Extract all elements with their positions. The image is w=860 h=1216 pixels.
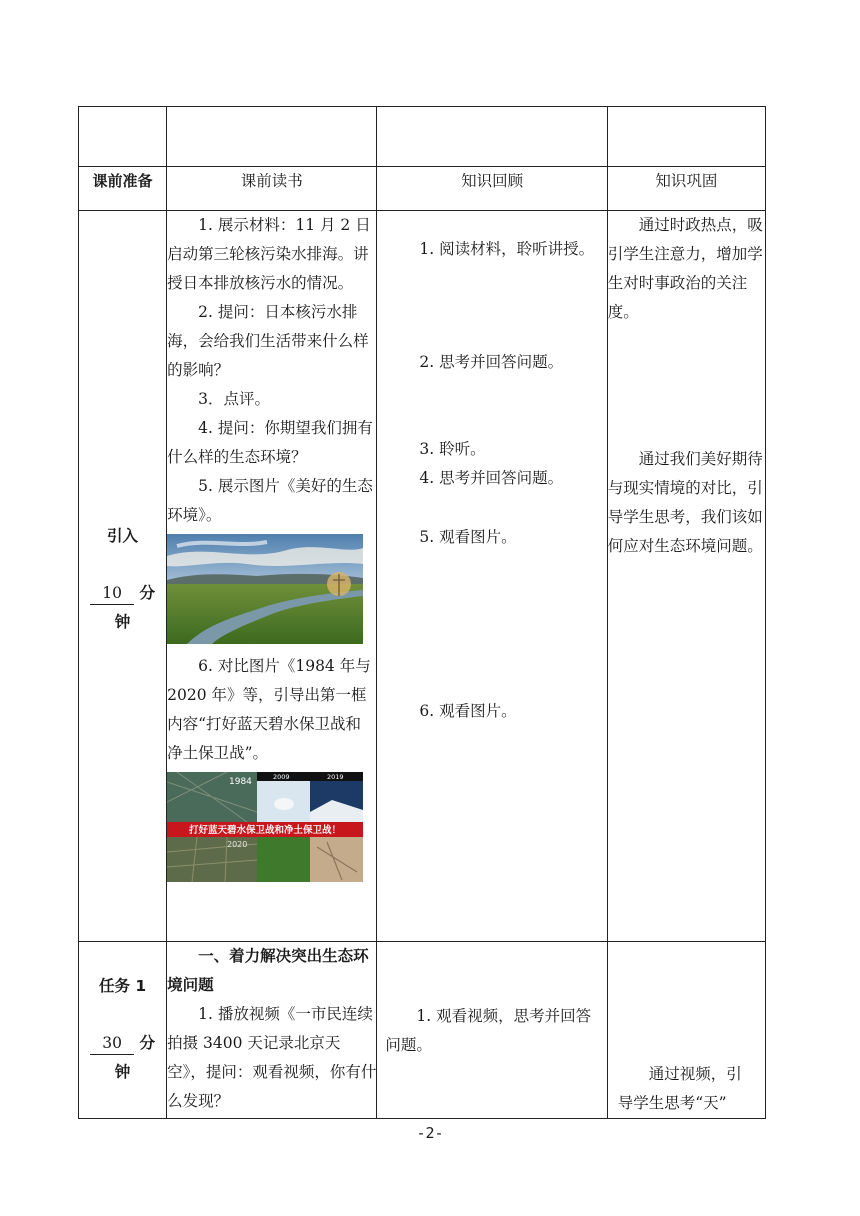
header-design: 知识巩固 [607,167,765,211]
intro-teacher-step: 6. 对比图片《1984 年与 2020 年》等，引导出第一框内容“打好蓝天碧水保卫战和净土保卫战”。 [167,657,371,762]
intro-row [79,211,766,942]
intro-student-step: 2. 思考并回答问题。 [419,353,564,371]
intro-teacher-step: 4. 提问：你期望我们拥有什么样的生态环境？ [167,419,373,466]
landscape-photo [167,534,363,644]
intro-student-step: 4. 思考并回答问题。 [419,469,564,487]
intro-stage-cell [79,211,167,942]
task1-minutes: 30 [90,1032,134,1055]
task1-unit-a: 分 [139,1034,156,1052]
task1-design-text: 通过视频，引导学生思考“天” [617,1065,742,1112]
task1-design-cell [607,942,765,1119]
blank-cell [377,107,607,167]
blank-cell [79,107,167,167]
comparison-collage [167,772,363,882]
blank-cell [607,107,765,167]
intro-minutes: 10 [90,582,134,605]
task1-duration [79,1029,166,1058]
intro-student-step: 1. 阅读材料，聆听讲授。 [419,240,595,258]
task1-heading: 一、着力解决突出生态环境问题 [167,947,369,994]
intro-teacher-step: 1. 展示材料：11 月 2 日启动第三轮核污染水排海。讲授日本排放核污水的情况。 [167,216,371,292]
page-number: -2- [416,1124,444,1142]
intro-student-step: 5. 观看图片。 [419,528,517,546]
intro-design-text-2: 通过我们美好期待与现实情境的对比，引导学生思考，我们该如何应对生态环境问题。 [607,450,763,555]
header-student: 知识回顾 [377,167,607,211]
intro-design-text: 通过时政热点，吸引学生注意力，增加学生对时事政治的关注度。 [607,216,763,321]
task1-unit-b: 钟 [114,1063,131,1081]
intro-duration [79,579,166,608]
intro-teacher-step: 5. 展示图片《美好的生态环境》。 [167,477,373,524]
collage-year-1984: 1984 [229,777,253,787]
intro-student-cell [377,211,607,942]
intro-student-step: 6. 观看图片。 [419,702,517,720]
intro-unit-b: 钟 [114,613,131,631]
blank-cell [167,107,377,167]
intro-teacher-step: 3．点评。 [198,390,270,408]
intro-unit-a: 分 [139,584,156,602]
collage-year-2009: 2009 [273,773,290,781]
task1-student-cell [377,942,607,1119]
header-row [79,167,766,211]
task1-student-step: 1. 观看视频，思考并回答问题。 [385,1007,592,1054]
task1-stage-name: 任务 1 [98,977,147,995]
collage-banner: 打好蓝天碧水保卫战和净土保卫战！ [189,825,342,836]
intro-student-step: 3. 聆听。 [419,440,486,458]
blank-top-row [79,107,766,167]
intro-stage-name: 引入 [107,527,139,545]
lesson-plan-table [78,106,766,1119]
task1-row [79,942,766,1119]
intro-teacher-step: 2. 提问：日本核污水排海，会给我们生活带来什么样的影响？ [167,303,369,379]
header-teacher: 课前读书 [167,167,377,211]
task1-teacher-step: 1. 播放视频《一市民连续拍摄 3400 天记录北京天空》，提问：观看视频，你有什么发现？ [167,1005,377,1110]
intro-teacher-cell [167,211,377,942]
collage-year-2019: 2019 [327,773,344,781]
task1-teacher-cell [167,942,377,1119]
header-stage: 课前准备 [79,167,167,211]
collage-year-2020: 2020 [227,840,248,849]
intro-design-cell [607,211,765,942]
task1-stage-cell [79,942,167,1119]
